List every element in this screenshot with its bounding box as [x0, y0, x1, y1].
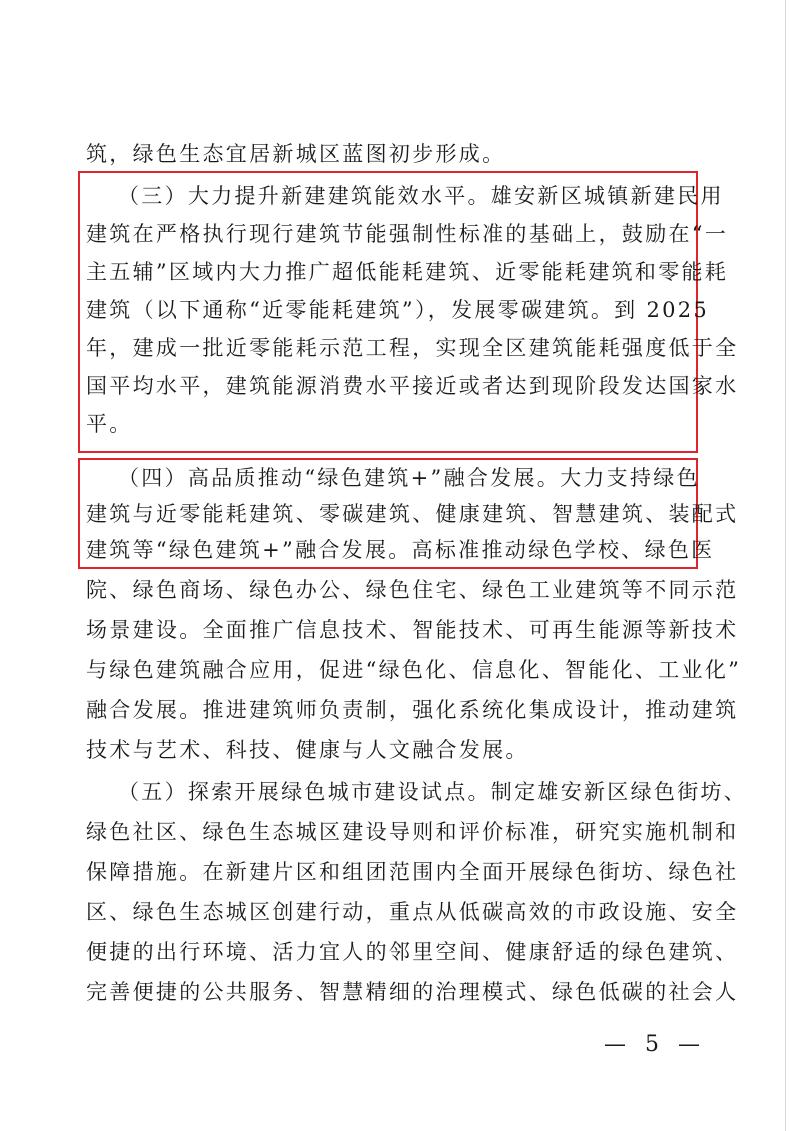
- text-line: 建筑与近零能耗建筑、零碳建筑、健康建筑、智慧建筑、装配式: [86, 502, 739, 526]
- text-line: 完善便捷的公共服务、智慧精细的治理模式、绿色低碳的社会人: [86, 980, 739, 1004]
- page-edge-divider: [785, 0, 786, 1131]
- text-line: 建筑等“绿色建筑+”融合发展。高标准推动绿色学校、绿色医: [86, 538, 715, 562]
- section-heading-5: （五）探索开展绿色城市建设试点。制定雄安新区绿色街坊、: [118, 780, 748, 804]
- text-line: 技术与艺术、科技、健康与人文融合发展。: [86, 738, 529, 762]
- text-line: 主五辅”区域内大力推广超低能耗建筑、近零能耗建筑和零能耗: [86, 260, 729, 284]
- text-line: 建筑在严格执行现行建筑节能强制性标准的基础上，鼓励在“一: [86, 222, 729, 246]
- text-line: 年，建成一批近零能耗示范工程，实现全区建筑能耗强度低于全: [86, 336, 739, 360]
- text-line: 融合发展。推进建筑师负责制，强化系统化集成设计，推动建筑: [86, 698, 739, 722]
- text-line: 建筑（以下通称“近零能耗建筑”），发展零碳建筑。到 2025: [86, 298, 710, 322]
- section-heading-4: （四）高品质推动“绿色建筑+”融合发展。大力支持绿色: [118, 466, 700, 490]
- text-line: 院、绿色商场、绿色办公、绿色住宅、绿色工业建筑等不同示范: [86, 578, 739, 602]
- text-line: 平。: [86, 412, 133, 436]
- text-line: 便捷的出行环境、活力宜人的邻里空间、健康舒适的绿色建筑、: [86, 940, 739, 964]
- section-heading-3: （三）大力提升新建建筑能效水平。雄安新区城镇新建民用: [118, 184, 724, 208]
- text-line: 国平均水平，建筑能源消费水平接近或者达到现阶段发达国家水: [86, 374, 739, 398]
- page-number: — 5 —: [604, 1032, 706, 1057]
- text-line: 区、绿色生态城区创建行动，重点从低碳高效的市政设施、安全: [86, 900, 739, 924]
- text-line: 保障措施。在新建片区和组团范围内全面开展绿色街坊、绿色社: [86, 860, 739, 884]
- text-line: 与绿色建筑融合应用，促进“绿色化、信息化、智能化、工业化”: [86, 658, 742, 682]
- text-line: 绿色社区、绿色生态城区建设导则和评价标准，研究实施机制和: [86, 820, 739, 844]
- text-line: 筑，绿色生态宜居新城区蓝图初步形成。: [86, 142, 506, 166]
- text-line: 场景建设。全面推广信息技术、智能技术、可再生能源等新技术: [86, 618, 739, 642]
